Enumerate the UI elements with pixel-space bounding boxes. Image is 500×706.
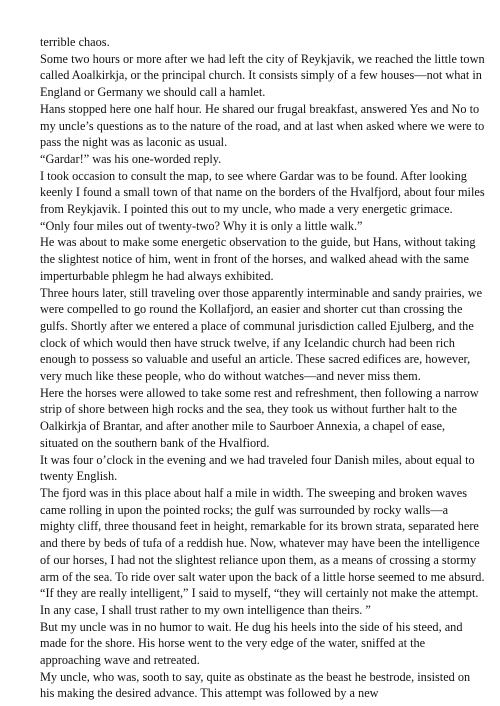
paragraph: I took occasion to consult the map, to see where Gardar was to be found. After looking keenly I found a small town of that name on the borders of the Hvalfjord, about four miles from Reykjavik. I pointed this out to my uncle, who made a very energetic grimace. <box>40 168 485 217</box>
paragraph: The fjord was in this place about half a mile in width. The sweeping and broken waves came rolling in upon the pointed rocks; the gulf was surrounded by rocky walls—a mighty cliff, three thousand feet in height, remarkable for its brown strata, separated here and there by beds of tufa of a reddish hue. Now, whatever may have been the intelligence of our horses, I had not the slightest reliance upon them, as a means of crossing a stormy arm of the sea. To ride over salt water upon the back of a little horse seemed to me absurd. <box>40 485 485 584</box>
paragraph: “Gardar!” was his one-worded reply. <box>40 151 222 166</box>
paragraph: My uncle, who was, sooth to say, quite as obstinate as the beast he bestrode, insisted on his making the desired advance. This attempt was followed by a new <box>40 669 471 701</box>
paragraph: “Only four miles out of twenty-two? Why it is only a little walk.” <box>40 218 363 233</box>
paragraph: Some two hours or more after we had left the city of Reykjavik, we reached the little town called Aoalkirkja, or the principal church. It consists simply of a few houses—not what in England or Germany we should call a hamlet. <box>40 51 485 100</box>
paragraph: “If they are really intelligent,” I said to myself, “they will certainly not make the attempt. In any case, I shall trust rather to my own intelligence than theirs. ” <box>40 586 479 617</box>
paragraph: Hans stopped here one half hour. He shared our frugal breakfast, answered Yes and No to my uncle’s questions as to the nature of the road, and at last when asked where we were to pass the night was as laconic as usual. <box>40 101 485 150</box>
paragraph: He was about to make some energetic observation to the guide, but Hans, without taking the slightest notice of him, went in front of the horses, and walked ahead with the same imperturbable phlegm he had always exhibited. <box>40 235 476 283</box>
paragraph: Three hours later, still traveling over those apparently interminable and sandy prairies, we were compelled to go round the Kollafjord, an easier and shorter cut than crossing the gulfs. Shortly after we entered a place of communal jurisdiction called Ejulberg, and the clock of which would then have struck twelve, if any Icelandic church had been rich enough to possess so valuable and useful an article. These sacred edifices are, however, very much like these people, who do without watches—and never miss them. <box>40 285 483 384</box>
body-text <box>40 34 485 702</box>
paragraph: terrible chaos. <box>40 35 110 49</box>
paragraph: It was four o’clock in the evening and we had traveled four Danish miles, about equal to twenty English. <box>40 452 475 484</box>
paragraph: Here the horses were allowed to take some rest and refreshment, then following a narrow strip of shore between high rocks and the sea, they took us without further halt to the Oalkirkja of Brantar, and after another mile to Saurboer Annexia, a chapel of ease, situated on the southern bank of the Hvalfiord. <box>40 385 479 450</box>
paragraph: But my uncle was in no humor to wait. He dug his heels into the side of his steed, and made for the shore. His horse went to the very edge of the water, sniffed at the approaching wave and retreated. <box>40 619 463 668</box>
